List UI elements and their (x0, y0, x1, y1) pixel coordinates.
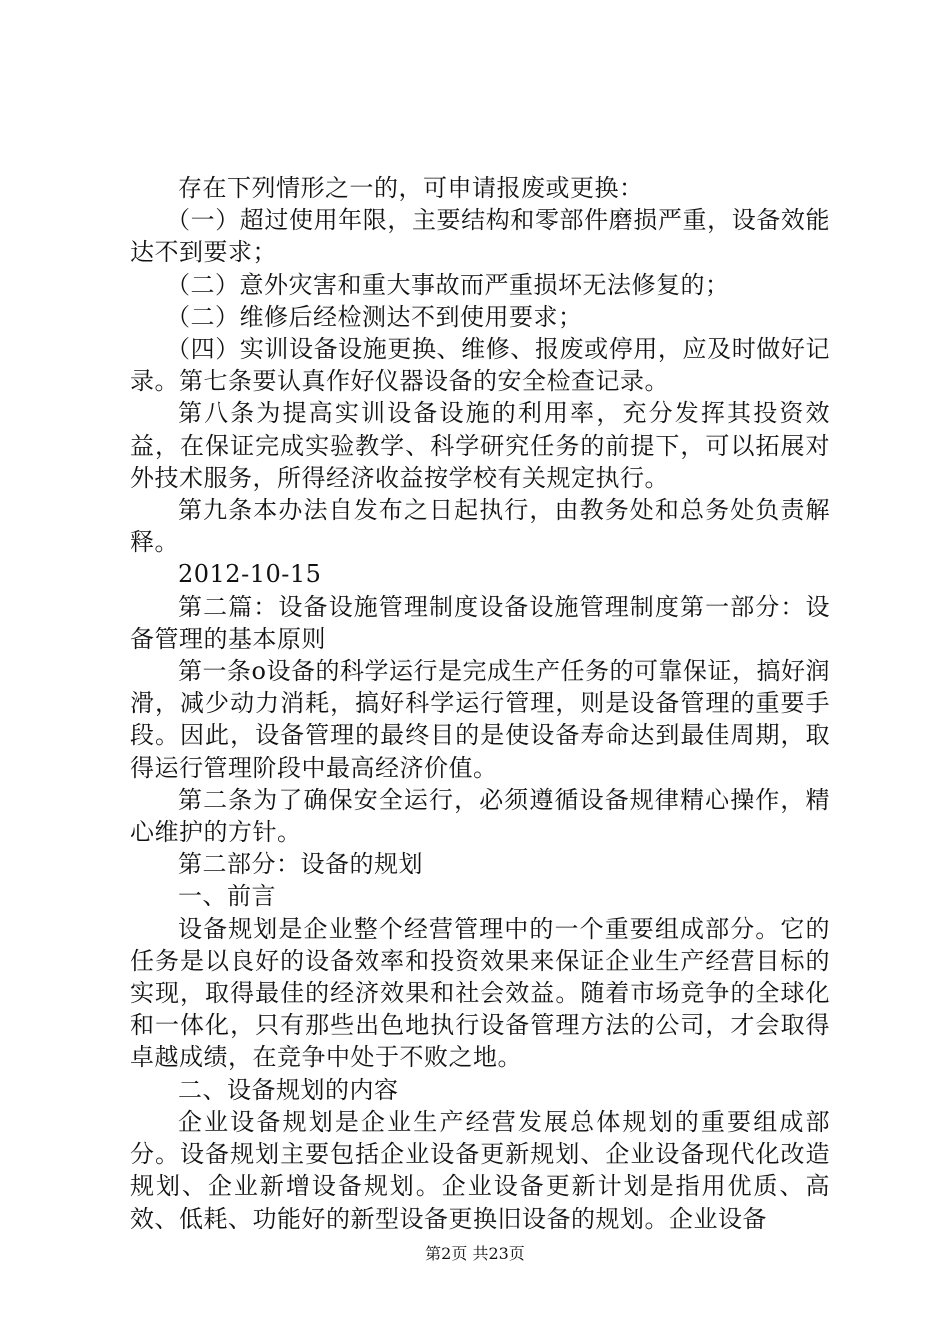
paragraph-item-3: （二）维修后经检测达不到使用要求； (166, 302, 583, 331)
paragraph-article-9: 第九条本办法自发布之日起执行，由教务处和总务处负责解释。 (130, 496, 830, 557)
paragraph-item-2: （二）意外灾害和重大事故而严重损坏无法修复的； (166, 270, 730, 299)
paragraph-scrap-conditions: 存在下列情形之一的，可申请报废或更换： (178, 174, 644, 202)
paragraph-article-8: 第八条为提高实训设备设施的利用率，充分发挥其投资效益，在保证完成实验教学、科学研究任务的前提下，可以拓展对外技术服务，所得经济收益按学校有关规定执行。 (130, 399, 830, 492)
paragraph-date: 2012-10-15 (178, 560, 322, 589)
paragraph-content-body: 企业设备规划是企业生产经营发展总体规划的重要组成部分。设备规划主要包括企业设备更新规划、企业设备现代化改造规划、企业新增设备规划。企业设备更新计划是指用优质、高效、低耗、功能好的新型设备更换旧设备的规划。企业设备 (130, 1107, 830, 1233)
paragraph-part-2-title: 第二部分：设备的规划 (178, 850, 423, 879)
page-footer: 第2页 共23页 (425, 1244, 525, 1263)
paragraph-preface-body: 设备规划是企业整个经营管理中的一个重要组成部分。它的任务是以良好的设备效率和投资效果来保证企业生产经营目标的实现，取得最佳的经济效果和社会效益。随着市场竞争的全球化和一体化，只有那些出色地执行设备管理方法的公司，才会取得卓越成绩，在竞争中处于不败之地。 (130, 914, 830, 1072)
document-body (130, 172, 830, 1235)
paragraph-section-content: 二、设备规划的内容 (178, 1075, 399, 1104)
paragraph-item-1: （一）超过使用年限，主要结构和零部件磨损严重，设备效能达不到要求； (130, 206, 830, 267)
paragraph-article-2: 第二条为了确保安全运行，必须遵循设备规律精心操作，精心维护的方针。 (130, 785, 830, 847)
paragraph-article-1: 第一条o设备的科学运行是完成生产任务的可靠保证，搞好润滑，减少动力消耗，搞好科学运行管理，则是设备管理的重要手段。因此，设备管理的最终目的是使设备寿命达到最佳周期，取得运行管理阶段中最高经济价值。 (130, 657, 830, 782)
paragraph-section-preface: 一、前言 (178, 882, 276, 911)
paragraph-item-4: （四）实训设备设施更换、维修、报废或停用，应及时做好记录。第七条要认真作好仪器设备的安全检查记录。 (130, 335, 830, 396)
paragraph-chapter-2-title: 第二篇：设备设施管理制度设备设施管理制度第一部分：设备管理的基本原则 (130, 592, 830, 653)
